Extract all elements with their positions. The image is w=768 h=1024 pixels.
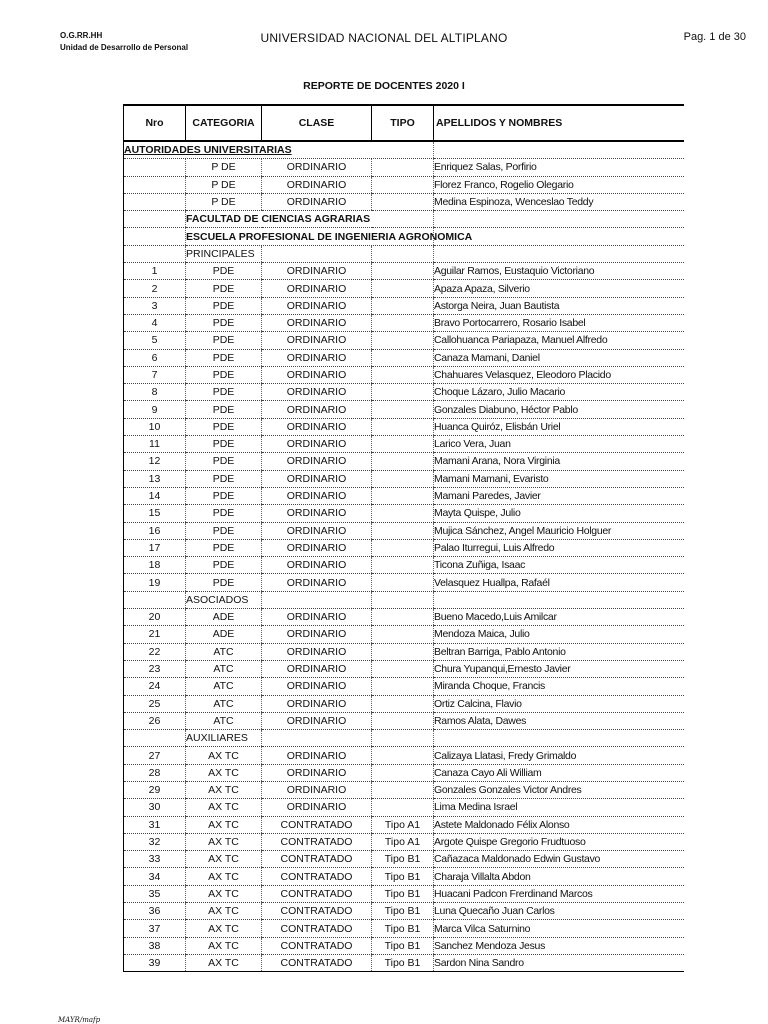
table-row xyxy=(124,539,684,556)
cell-categoria: PDE xyxy=(186,418,262,435)
cell-tipo xyxy=(372,332,434,349)
cell-nro: 9 xyxy=(124,401,186,418)
cell-categoria: PDE xyxy=(186,297,262,314)
cell-tipo xyxy=(372,487,434,504)
cell-nombres: Canaza Mamani, Daniel xyxy=(434,349,684,366)
cell-categoria: ADE xyxy=(186,626,262,643)
cell-tipo xyxy=(372,470,434,487)
cell-categoria: PDE xyxy=(186,401,262,418)
cell-nro: 38 xyxy=(124,937,186,954)
cell-tipo xyxy=(372,626,434,643)
table-row xyxy=(124,453,684,470)
cell-categoria: ATC xyxy=(186,678,262,695)
cell-nombres: Mamani Paredes, Javier xyxy=(434,487,684,504)
cell-tipo xyxy=(372,678,434,695)
col-header-nombres: APELLIDOS Y NOMBRES xyxy=(434,105,684,141)
subsection-heading: ASOCIADOS xyxy=(186,591,262,608)
section-row xyxy=(124,141,684,159)
table-row xyxy=(124,851,684,868)
cell-nombres: Calizaya Llatasi, Fredy Grimaldo xyxy=(434,747,684,764)
cell-nombres: Marca Vilca Saturnino xyxy=(434,920,684,937)
cell-categoria: AX TC xyxy=(186,781,262,798)
cell-nro: 22 xyxy=(124,643,186,660)
cell-clase: CONTRATADO xyxy=(262,937,372,954)
cell-tipo xyxy=(372,314,434,331)
cell-clase: ORDINARIO xyxy=(262,314,372,331)
cell-categoria: P DE xyxy=(186,193,262,210)
table-row xyxy=(124,781,684,798)
table-row xyxy=(124,487,684,504)
cell-tipo xyxy=(372,591,434,608)
table-row xyxy=(124,920,684,937)
cell-categoria: PDE xyxy=(186,366,262,383)
cell-tipo xyxy=(372,297,434,314)
table-row xyxy=(124,159,684,176)
table-row xyxy=(124,885,684,902)
cell-nombres: Beltran Barriga, Pablo Antonio xyxy=(434,643,684,660)
cell-tipo xyxy=(372,366,434,383)
cell-clase: CONTRATADO xyxy=(262,851,372,868)
cell-nro: 32 xyxy=(124,833,186,850)
cell-categoria: ATC xyxy=(186,695,262,712)
table-row xyxy=(124,764,684,781)
cell-categoria: PDE xyxy=(186,436,262,453)
cell-nro: 8 xyxy=(124,384,186,401)
cell-nombres: Ticona Zuñiga, Isaac xyxy=(434,557,684,574)
subsection-row xyxy=(124,245,684,262)
cell-nombres xyxy=(434,211,684,228)
cell-tipo: Tipo B1 xyxy=(372,851,434,868)
docentes-table xyxy=(123,104,684,972)
cell-nombres: Bravo Portocarrero, Rosario Isabel xyxy=(434,314,684,331)
cell-nombres: Chura Yupanqui,Ernesto Javier xyxy=(434,660,684,677)
cell-nombres: Ortiz Calcina, Flavio xyxy=(434,695,684,712)
table-row xyxy=(124,193,684,210)
cell-categoria: AX TC xyxy=(186,764,262,781)
table-row xyxy=(124,401,684,418)
cell-nro: 21 xyxy=(124,626,186,643)
cell-clase: ORDINARIO xyxy=(262,384,372,401)
cell-nombres: Mujica Sánchez, Angel Mauricio Holguer xyxy=(434,522,684,539)
cell-nombres: Huanca Quiróz, Elisbán Uriel xyxy=(434,418,684,435)
cell-clase: ORDINARIO xyxy=(262,297,372,314)
cell-nro: 24 xyxy=(124,678,186,695)
table-row xyxy=(124,418,684,435)
cell-nro: 36 xyxy=(124,903,186,920)
cell-clase: ORDINARIO xyxy=(262,557,372,574)
cell-clase: ORDINARIO xyxy=(262,781,372,798)
cell-categoria: PDE xyxy=(186,263,262,280)
cell-clase: ORDINARIO xyxy=(262,401,372,418)
cell-clase: ORDINARIO xyxy=(262,159,372,176)
col-header-clase: CLASE xyxy=(262,105,372,141)
cell-tipo xyxy=(372,401,434,418)
table-row xyxy=(124,263,684,280)
table-row xyxy=(124,332,684,349)
cell-nro: 5 xyxy=(124,332,186,349)
table-row xyxy=(124,349,684,366)
cell-tipo: Tipo B1 xyxy=(372,903,434,920)
cell-categoria: P DE xyxy=(186,176,262,193)
cell-categoria: AX TC xyxy=(186,954,262,971)
cell-nro: 3 xyxy=(124,297,186,314)
cell-nro: 16 xyxy=(124,522,186,539)
cell-nro: 28 xyxy=(124,764,186,781)
cell-nombres: Lima Medina Israel xyxy=(434,799,684,816)
table-row xyxy=(124,176,684,193)
cell-nombres: Gonzales Gonzales Victor Andres xyxy=(434,781,684,798)
cell-nombres: Chahuares Velasquez, Eleodoro Placido xyxy=(434,366,684,383)
cell-tipo: Tipo B1 xyxy=(372,885,434,902)
cell-categoria: PDE xyxy=(186,505,262,522)
cell-nombres: Argote Quispe Gregorio Frudtuoso xyxy=(434,833,684,850)
cell-nombres: Miranda Choque, Francis xyxy=(434,678,684,695)
cell-nombres: Larico Vera, Juan xyxy=(434,436,684,453)
cell-categoria: PDE xyxy=(186,314,262,331)
cell-nombres: Sanchez Mendoza Jesus xyxy=(434,937,684,954)
cell-nombres: Enriquez Salas, Porfirio xyxy=(434,159,684,176)
cell-categoria: PDE xyxy=(186,574,262,591)
cell-nro: 26 xyxy=(124,712,186,729)
table-row xyxy=(124,280,684,297)
cell-clase: ORDINARIO xyxy=(262,712,372,729)
cell-clase: ORDINARIO xyxy=(262,678,372,695)
subsection-heading: PRINCIPALES xyxy=(186,245,262,262)
cell-tipo xyxy=(372,176,434,193)
cell-clase: ORDINARIO xyxy=(262,332,372,349)
table-row xyxy=(124,816,684,833)
cell-clase: ORDINARIO xyxy=(262,626,372,643)
cell-nombres: Aguilar Ramos, Eustaquio Victoriano xyxy=(434,263,684,280)
cell-categoria: ADE xyxy=(186,609,262,626)
cell-nro: 17 xyxy=(124,539,186,556)
cell-clase xyxy=(262,591,372,608)
cell-nro xyxy=(124,159,186,176)
cell-clase: CONTRATADO xyxy=(262,833,372,850)
cell-categoria: AX TC xyxy=(186,833,262,850)
footer-initials: MAYR/mafp xyxy=(58,1016,101,1024)
cell-nro: 19 xyxy=(124,574,186,591)
cell-categoria: PDE xyxy=(186,470,262,487)
cell-categoria: PDE xyxy=(186,280,262,297)
cell-nombres: Luna Quecaño Juan Carlos xyxy=(434,903,684,920)
cell-categoria: AX TC xyxy=(186,937,262,954)
cell-nro: 13 xyxy=(124,470,186,487)
cell-tipo xyxy=(372,557,434,574)
cell-tipo xyxy=(372,453,434,470)
cell-nro: 39 xyxy=(124,954,186,971)
cell-nombres: Sardon Nina Sandro xyxy=(434,954,684,971)
org-line-1: O.G.RR.HH xyxy=(60,31,103,40)
section-heading: AUTORIDADES UNIVERSITARIAS xyxy=(124,141,434,159)
cell-categoria: AX TC xyxy=(186,747,262,764)
cell-nombres: Mayta Quispe, Julio xyxy=(434,505,684,522)
cell-nombres: Velasquez Huallpa, Rafaél xyxy=(434,574,684,591)
cell-clase: ORDINARIO xyxy=(262,522,372,539)
cell-tipo xyxy=(372,263,434,280)
cell-nro: 7 xyxy=(124,366,186,383)
cell-clase: CONTRATADO xyxy=(262,816,372,833)
cell-categoria: PDE xyxy=(186,453,262,470)
cell-nro xyxy=(124,176,186,193)
cell-tipo xyxy=(372,245,434,262)
cell-clase: ORDINARIO xyxy=(262,799,372,816)
cell-nombres: Astete Maldonado Félix Alonso xyxy=(434,816,684,833)
cell-tipo: Tipo A1 xyxy=(372,833,434,850)
cell-clase: ORDINARIO xyxy=(262,609,372,626)
cell-tipo xyxy=(372,505,434,522)
cell-nro: 14 xyxy=(124,487,186,504)
cell-tipo xyxy=(372,747,434,764)
cell-clase: ORDINARIO xyxy=(262,366,372,383)
cell-nombres: Medina Espinoza, Wenceslao Teddy xyxy=(434,193,684,210)
cell-nro xyxy=(124,193,186,210)
table-row xyxy=(124,609,684,626)
cell-clase: ORDINARIO xyxy=(262,436,372,453)
cell-categoria: PDE xyxy=(186,349,262,366)
cell-tipo xyxy=(372,574,434,591)
university-title: UNIVERSIDAD NACIONAL DEL ALTIPLANO xyxy=(260,31,508,45)
cell-nombres: Callohuanca Pariapaza, Manuel Alfredo xyxy=(434,332,684,349)
report-title: REPORTE DE DOCENTES 2020 I xyxy=(303,80,465,92)
cell-tipo xyxy=(372,643,434,660)
cell-tipo xyxy=(372,193,434,210)
table-row xyxy=(124,643,684,660)
cell-clase: ORDINARIO xyxy=(262,487,372,504)
cell-tipo xyxy=(372,539,434,556)
col-header-tipo: TIPO xyxy=(372,105,434,141)
section-heading: FACULTAD DE CIENCIAS AGRARIAS xyxy=(186,211,434,228)
cell-categoria: PDE xyxy=(186,384,262,401)
table-row xyxy=(124,505,684,522)
cell-tipo xyxy=(372,384,434,401)
subsection-row xyxy=(124,591,684,608)
cell-tipo xyxy=(372,436,434,453)
cell-categoria: AX TC xyxy=(186,799,262,816)
cell-nro: 35 xyxy=(124,885,186,902)
table-header-row xyxy=(124,105,684,141)
cell-nombres: Palao Iturregui, Luis Alfredo xyxy=(434,539,684,556)
cell-clase: ORDINARIO xyxy=(262,505,372,522)
cell-nombres xyxy=(434,141,684,159)
cell-tipo xyxy=(372,522,434,539)
cell-nro xyxy=(124,245,186,262)
cell-nro: 18 xyxy=(124,557,186,574)
cell-categoria: AX TC xyxy=(186,885,262,902)
cell-nro: 2 xyxy=(124,280,186,297)
cell-nro: 12 xyxy=(124,453,186,470)
cell-nro: 11 xyxy=(124,436,186,453)
cell-nro: 31 xyxy=(124,816,186,833)
cell-nombres: Mendoza Maica, Julio xyxy=(434,626,684,643)
cell-tipo xyxy=(372,159,434,176)
col-header-nro: Nro xyxy=(124,105,186,141)
cell-categoria: AX TC xyxy=(186,903,262,920)
cell-nro: 34 xyxy=(124,868,186,885)
section-heading: ESCUELA PROFESIONAL DE INGENIERIA AGRONOMICA xyxy=(186,228,434,245)
page-number: Pag. 1 de 30 xyxy=(683,31,746,43)
table-row xyxy=(124,660,684,677)
cell-nro: 33 xyxy=(124,851,186,868)
col-header-categoria: CATEGORIA xyxy=(186,105,262,141)
cell-nombres: Mamani Mamani, Evaristo xyxy=(434,470,684,487)
table-row xyxy=(124,678,684,695)
cell-nro: 6 xyxy=(124,349,186,366)
cell-tipo xyxy=(372,764,434,781)
cell-clase: CONTRATADO xyxy=(262,903,372,920)
cell-nombres: Huacani Padcon Frerdinand Marcos xyxy=(434,885,684,902)
cell-nombres xyxy=(434,591,684,608)
cell-tipo xyxy=(372,730,434,747)
cell-clase: ORDINARIO xyxy=(262,470,372,487)
cell-clase: ORDINARIO xyxy=(262,539,372,556)
cell-categoria: AX TC xyxy=(186,851,262,868)
cell-clase: ORDINARIO xyxy=(262,453,372,470)
cell-clase: ORDINARIO xyxy=(262,643,372,660)
cell-clase: ORDINARIO xyxy=(262,176,372,193)
cell-tipo xyxy=(372,695,434,712)
cell-clase: ORDINARIO xyxy=(262,660,372,677)
cell-categoria: PDE xyxy=(186,487,262,504)
cell-clase: ORDINARIO xyxy=(262,349,372,366)
table-row xyxy=(124,557,684,574)
cell-categoria: P DE xyxy=(186,159,262,176)
table-row xyxy=(124,436,684,453)
cell-nombres xyxy=(434,245,684,262)
cell-nombres: Astorga Neira, Juan Bautista xyxy=(434,297,684,314)
cell-clase: CONTRATADO xyxy=(262,868,372,885)
cell-nro: 20 xyxy=(124,609,186,626)
table-row xyxy=(124,314,684,331)
cell-tipo: Tipo B1 xyxy=(372,868,434,885)
cell-nombres: Apaza Apaza, Silverio xyxy=(434,280,684,297)
cell-clase: ORDINARIO xyxy=(262,747,372,764)
cell-clase xyxy=(262,730,372,747)
cell-categoria: ATC xyxy=(186,643,262,660)
cell-clase: ORDINARIO xyxy=(262,193,372,210)
cell-nombres: Canaza Cayo Ali William xyxy=(434,764,684,781)
table-row xyxy=(124,574,684,591)
cell-tipo xyxy=(372,418,434,435)
section-row xyxy=(124,228,684,245)
cell-tipo xyxy=(372,712,434,729)
table-row xyxy=(124,799,684,816)
cell-clase: ORDINARIO xyxy=(262,263,372,280)
cell-tipo: Tipo A1 xyxy=(372,816,434,833)
cell-nro xyxy=(124,730,186,747)
cell-tipo: Tipo B1 xyxy=(372,954,434,971)
section-row xyxy=(124,211,684,228)
cell-nro xyxy=(124,228,186,245)
table-body xyxy=(124,141,684,972)
org-line-2: Unidad de Desarrollo de Personal xyxy=(60,43,189,52)
table-row xyxy=(124,384,684,401)
cell-clase: ORDINARIO xyxy=(262,574,372,591)
table-row xyxy=(124,695,684,712)
cell-nro: 29 xyxy=(124,781,186,798)
cell-nro: 1 xyxy=(124,263,186,280)
cell-nombres: Mamani Arana, Nora Virginia xyxy=(434,453,684,470)
cell-nombres: Gonzales Diabuno, Héctor Pablo xyxy=(434,401,684,418)
cell-clase: CONTRATADO xyxy=(262,885,372,902)
cell-categoria: AX TC xyxy=(186,920,262,937)
table-row xyxy=(124,470,684,487)
cell-tipo xyxy=(372,609,434,626)
cell-categoria: AX TC xyxy=(186,816,262,833)
cell-clase: ORDINARIO xyxy=(262,764,372,781)
cell-nro: 27 xyxy=(124,747,186,764)
cell-categoria: ATC xyxy=(186,660,262,677)
cell-clase xyxy=(262,245,372,262)
cell-categoria: PDE xyxy=(186,539,262,556)
cell-clase: ORDINARIO xyxy=(262,418,372,435)
cell-clase: ORDINARIO xyxy=(262,280,372,297)
cell-nro: 23 xyxy=(124,660,186,677)
cell-clase: ORDINARIO xyxy=(262,695,372,712)
cell-nombres: Bueno Macedo,Luis Amilcar xyxy=(434,609,684,626)
cell-nombres: Ramos Alata, Dawes xyxy=(434,712,684,729)
cell-tipo xyxy=(372,660,434,677)
cell-nro: 30 xyxy=(124,799,186,816)
table-row xyxy=(124,297,684,314)
cell-categoria: AX TC xyxy=(186,868,262,885)
cell-categoria: PDE xyxy=(186,557,262,574)
cell-categoria: ATC xyxy=(186,712,262,729)
cell-nro xyxy=(124,591,186,608)
table-row xyxy=(124,868,684,885)
cell-tipo: Tipo B1 xyxy=(372,937,434,954)
table-row xyxy=(124,626,684,643)
cell-nro: 15 xyxy=(124,505,186,522)
table-row xyxy=(124,903,684,920)
cell-categoria: PDE xyxy=(186,332,262,349)
cell-nombres: Choque Lázaro, Julio Macario xyxy=(434,384,684,401)
cell-nombres xyxy=(434,730,684,747)
subsection-row xyxy=(124,730,684,747)
table-row xyxy=(124,522,684,539)
table-row xyxy=(124,712,684,729)
cell-nro xyxy=(124,211,186,228)
cell-tipo: Tipo B1 xyxy=(372,920,434,937)
cell-nombres: Charaja Villalta Abdon xyxy=(434,868,684,885)
table-row xyxy=(124,747,684,764)
cell-clase: CONTRATADO xyxy=(262,920,372,937)
cell-nombres: Florez Franco, Rogelio Olegario xyxy=(434,176,684,193)
cell-clase: CONTRATADO xyxy=(262,954,372,971)
table-row xyxy=(124,937,684,954)
cell-nro: 4 xyxy=(124,314,186,331)
cell-tipo xyxy=(372,280,434,297)
cell-nombres: Cañazaca Maldonado Edwin Gustavo xyxy=(434,851,684,868)
table-row xyxy=(124,366,684,383)
cell-nro: 25 xyxy=(124,695,186,712)
cell-categoria: PDE xyxy=(186,522,262,539)
cell-tipo xyxy=(372,799,434,816)
cell-nro: 37 xyxy=(124,920,186,937)
cell-tipo xyxy=(372,349,434,366)
cell-tipo xyxy=(372,781,434,798)
subsection-heading: AUXILIARES xyxy=(186,730,262,747)
cell-nro: 10 xyxy=(124,418,186,435)
table-row xyxy=(124,954,684,971)
table-row xyxy=(124,833,684,850)
